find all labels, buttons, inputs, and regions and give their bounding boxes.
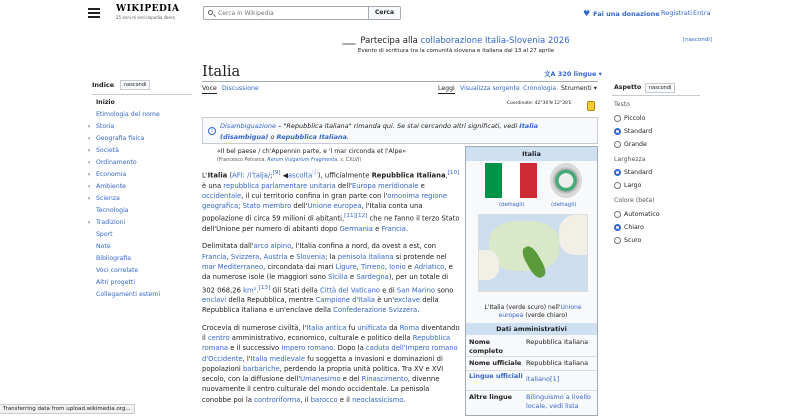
appearance-hide-button[interactable]: nascondi xyxy=(645,83,675,93)
infobox xyxy=(465,146,598,416)
flag-image[interactable] xyxy=(485,163,537,198)
text-size-label: Testo xyxy=(614,101,630,108)
radio-label: Standard xyxy=(624,128,653,135)
menu-icon[interactable] xyxy=(88,8,100,18)
search-box[interactable] xyxy=(203,6,401,20)
paragraph: Delimitata dall'arco alpino, l'Italia confina a nord, da ovest a est, con Francia, Svizzera, Austria e Slovenia; la penisola italiana si protende nel mar Mediterraneo, circondata dai mari Ligure, Tirreno, Ionio e Adriatico, e da numerose isole (le maggiori sono Sicilia e Sardegna), per un totale di 302 068,26 km².[13] Gli Stati della Città del Vaticano e di San Marino sono enclavi della Repubblica, mentre Campione d'Italia è un'exclave della Repubblica Italiana e un'enclave della Confederazione Svizzera. xyxy=(202,242,454,315)
disambigua-link[interactable]: (disambigua) xyxy=(220,133,269,141)
language-button[interactable]: 文A 320 lingue ▾ xyxy=(544,70,602,78)
disambig-text: – "Repubblica italiana" rimanda qui. Se stai cercando altri significati, vedi xyxy=(276,122,520,130)
emblem-details-link[interactable]: (dettagli) xyxy=(551,202,577,208)
radio-label: Piccolo xyxy=(624,115,646,122)
quote-ref: , s. CXLVI) xyxy=(337,158,362,163)
tab-leggi[interactable]: Leggi xyxy=(438,85,455,92)
toc-item[interactable]: Tecnologia xyxy=(96,207,129,214)
italia-link[interactable]: Italia xyxy=(519,122,539,130)
chevron-right-icon[interactable]: › xyxy=(88,195,91,202)
title-divider xyxy=(202,81,598,82)
languages-label: 320 lingue xyxy=(557,70,597,78)
infobox-key-link[interactable]: Lingue ufficiali xyxy=(469,372,523,380)
toc-item-label: Scienza xyxy=(96,195,120,202)
toc-item[interactable]: Sport xyxy=(96,231,113,238)
translate-icon: 文A xyxy=(544,70,558,78)
toc-item-label: Tradizioni xyxy=(96,219,126,226)
tools-menu[interactable]: Strumenti ▾ xyxy=(561,85,597,92)
search-button[interactable]: Cerca xyxy=(368,7,400,19)
tab-voce[interactable]: Voce xyxy=(202,85,217,92)
banner-link[interactable]: collaborazione Italia-Slovenia 2026 xyxy=(420,36,570,46)
toc-item-label: Geografia fisica xyxy=(96,135,145,142)
flag-details-link[interactable]: (dettagli) xyxy=(499,202,525,208)
infobox-section-header: Dati amministrativi xyxy=(466,323,597,335)
radio-label: Largo xyxy=(624,182,642,189)
toc-item[interactable]: Voci correlate xyxy=(96,267,139,274)
donate-link[interactable] xyxy=(583,9,660,18)
toc-item[interactable] xyxy=(88,183,126,190)
caption-text: (verde chiaro) xyxy=(523,312,568,319)
caption-text: L'Italia (verde scuro) nell' xyxy=(484,304,561,311)
toc-item-label: Economia xyxy=(96,171,127,178)
infobox-divider xyxy=(466,356,597,357)
toc-item-label: Ambiente xyxy=(96,183,126,190)
login-link[interactable]: Entra xyxy=(693,9,711,17)
toc-item[interactable]: Altri progetti xyxy=(96,279,136,286)
chevron-right-icon[interactable]: › xyxy=(88,135,91,142)
toc-item-label: Ordinamento xyxy=(96,159,137,166)
paragraph: L'Italia (AFI: /iˈtalja/;[9] ◀ascoltaⓘ), ufficialmente Repubblica Italiana,[10] è una repubblica parlamentare unitaria dell'Europa meridionale e occidentale, il cui territorio confina in gran parte con l'omonima regione geografica; Stato membro dell'Unione europea, l'Italia conta una popolazione di circa 59 milioni di abitanti,[11][12] che ne fanno il terzo Stato dell'Unione per numero di abitanti dopo Germania e Francia. xyxy=(202,170,460,234)
disambig-link[interactable]: Disambiguazione xyxy=(220,122,276,130)
infobox-value: Repubblica Italiana xyxy=(526,359,589,367)
disambig-text: o xyxy=(268,133,277,141)
toc-item[interactable]: Note xyxy=(96,243,111,250)
radio-label: Automatico xyxy=(624,211,660,218)
quote-text xyxy=(217,147,462,156)
banner-title xyxy=(200,36,712,46)
tools-label: Strumenti xyxy=(561,85,592,92)
toc-item[interactable]: Inizio xyxy=(96,99,115,106)
page-tabs xyxy=(202,85,598,96)
color-label: Colore (beta) xyxy=(614,197,655,204)
chevron-right-icon[interactable]: › xyxy=(88,147,91,154)
radio-label: Standard xyxy=(624,169,653,176)
tagline: 25 anni di enciclopedia libera xyxy=(116,15,175,20)
header xyxy=(0,0,800,30)
chevron-right-icon[interactable]: › xyxy=(88,219,91,226)
toc-item[interactable] xyxy=(88,123,115,130)
radio-standard-width[interactable] xyxy=(614,169,621,176)
radio-label: Grande xyxy=(624,141,647,148)
infobox-key: Nome completo xyxy=(469,338,503,355)
toc-item[interactable] xyxy=(88,219,126,226)
quote-work-link[interactable]: Rerum Vulgarium Fragmenta xyxy=(267,158,338,163)
wikipedia-wordmark[interactable]: WIKIPEDIA xyxy=(116,4,180,14)
banner-title-text: Partecipa alla xyxy=(360,36,421,46)
radio-label: Chiaro xyxy=(624,224,644,231)
radio-piccolo[interactable] xyxy=(614,115,621,122)
tab-visualizza-sorgente[interactable]: Visualizza sorgente xyxy=(460,85,520,92)
location-map[interactable] xyxy=(478,214,588,292)
banner-image-icon xyxy=(342,37,356,45)
infobox-title: Italia xyxy=(466,147,597,161)
article-body xyxy=(202,168,460,412)
eu-link[interactable]: Unione europea xyxy=(498,304,582,319)
radio-grande[interactable] xyxy=(614,141,621,148)
banner-hide-link[interactable]: [nascondi] xyxy=(683,37,712,43)
disambiguation-notice xyxy=(202,117,598,144)
quote-author: (Francesco Petrarca, xyxy=(217,158,268,163)
chevron-right-icon[interactable]: › xyxy=(88,159,91,166)
info-icon: i xyxy=(208,127,216,135)
search-input[interactable] xyxy=(204,7,369,19)
toc-item[interactable] xyxy=(88,159,137,166)
radio-scuro[interactable] xyxy=(614,237,621,244)
toc-item[interactable] xyxy=(88,135,145,142)
toc-hide-button[interactable]: nascondi xyxy=(120,80,150,90)
infobox-divider xyxy=(466,370,597,371)
infobox-key: Nome ufficiale xyxy=(469,359,522,367)
appearance-divider xyxy=(612,95,700,96)
quote-source xyxy=(217,156,462,165)
page-title: Italia xyxy=(202,64,241,80)
toc-heading: Indice xyxy=(92,81,115,89)
radio-automatico[interactable] xyxy=(614,211,621,218)
disambig-text: . xyxy=(346,133,349,141)
emblem-image[interactable] xyxy=(550,163,582,198)
repubblica-link[interactable]: Repubblica Italiana xyxy=(276,133,347,141)
map-caption xyxy=(474,304,592,320)
infobox-divider xyxy=(466,390,597,391)
heart-icon: ♥ xyxy=(583,9,591,18)
epigraph xyxy=(217,147,462,165)
coordinates[interactable]: Coordinate: 42°30′N 12°30′E xyxy=(507,101,572,106)
paragraph: Crocevia di numerose civiltà, l'Italia antica fu unificata da Roma diventando il centro amministrativo, economico, culturale e politico della Repubblica romana e il successivo Impero romano. Dopo la caduta dell'Impero romano d'Occidente, l'Italia medievale fu soggetta a invasioni e dominazioni di popolazioni barbariche, perdendo la propria unità politica. Tra XV e XVI secolo, con la diffusione dell'Umanesimo e del Rinascimento, divenne nuovamente il centro culturale del mondo occidentale. La penisola conobbe poi la controriforma, il barocco e il neoclassicismo. xyxy=(202,323,460,404)
toc-item[interactable] xyxy=(88,195,120,202)
site-notice-banner xyxy=(200,35,712,60)
banner-subtitle: Evento di scrittura tra la comunità slovena e italiana dal 13 al 27 aprile xyxy=(357,48,555,54)
toc-item[interactable]: Etimologia del nome xyxy=(96,111,160,118)
tab-discussione[interactable]: Discussione xyxy=(222,85,259,92)
toc-item[interactable] xyxy=(88,147,119,154)
donate-label: Fai una donazione xyxy=(593,10,660,18)
infobox-key: Altre lingue xyxy=(469,393,513,401)
radio-label: Scuro xyxy=(624,237,642,244)
toc-item-label: Storia xyxy=(96,123,115,130)
radio-chiaro[interactable] xyxy=(614,224,621,231)
chevron-right-icon[interactable]: › xyxy=(88,183,91,190)
chevron-right-icon[interactable]: › xyxy=(88,123,91,130)
table-of-contents xyxy=(88,81,192,298)
radio-largo[interactable] xyxy=(614,182,621,189)
infobox-value: Repubblica Italiana xyxy=(526,338,589,346)
appearance-heading: Aspetto xyxy=(614,84,642,91)
infobox-value-link[interactable]: Bilinguismo a livello locale, vedi lista xyxy=(526,393,591,410)
width-label: Larghezza xyxy=(614,156,646,163)
tab-cronologia[interactable]: Cronologia xyxy=(523,85,557,92)
browser-status-bar: Transferring data from upload.wikimedia.org... xyxy=(0,404,135,414)
toc-divider xyxy=(92,94,192,95)
chevron-right-icon[interactable]: › xyxy=(88,171,91,178)
protection-lock-icon[interactable] xyxy=(587,101,595,111)
toc-item[interactable]: Collegamenti esterni xyxy=(96,291,161,298)
toc-item[interactable]: Bibliografia xyxy=(96,255,132,262)
toc-item-label: Società xyxy=(96,147,119,154)
register-link[interactable]: Registrati xyxy=(661,9,693,17)
radio-standard-text[interactable] xyxy=(614,128,621,135)
quote-line: «Il bel paese / ch'Appennin parte, e 'l mar circonda et l'Alpe» xyxy=(217,148,406,155)
infobox-value-link[interactable]: italiano[1] xyxy=(526,375,560,383)
toc-item[interactable] xyxy=(88,171,127,178)
